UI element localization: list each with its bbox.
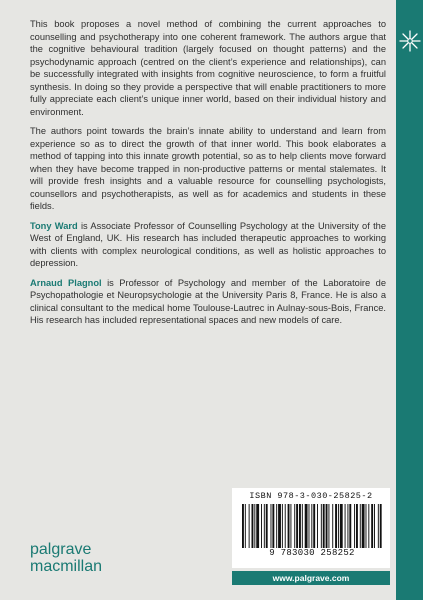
barcode-bar [321,504,322,548]
intro-paragraph: This book proposes a novel method of combining the current approaches to counselling and psychotherapy into one coherent framework. The authors argue that the cognitive behavioural tradition (largely focused on thought patterns) and the psychodynamic approach (centred on the client’s experience and relationships), can be successfully integrated with insights from cognitive neuroscience, to form a fruitful synthesis. In doing so they provide a perspective that will enable practitioners to more fully appreciate each client’s unique inner world, based on their individual history and environment. [30,19,386,117]
barcode-bar [338,504,339,548]
isbn-digits: 9 783030 258252 [269,548,355,558]
author-bio-text: is Associate Professor of Counselling Psychology at the University of the West of England, UK. His research has included therapeutic approaches to working with clients with complex neurological conditions, as well as holistic approaches to depression. [30,220,386,268]
barcode-bar [272,504,274,548]
barcode-bar [245,504,246,548]
barcode-bar [349,504,351,548]
barcode-bar [360,504,361,548]
barcode-bar [305,504,308,548]
spine [396,0,423,600]
barcode-bar [271,504,272,548]
barcode-bar [282,504,283,548]
author-bio-text: is Professor of Psychology and member of the Laboratoire de Psychopathologie et Neuropsychologie at the University Paris 8, France. He is also a clinical consultant to the medical home Toulouse-Lautrec in Aulnay-sous-Bois, France. His research has included representational spaces and new models of care. [30,277,386,325]
barcode-bar [374,504,375,548]
barcode-bar [356,504,358,548]
barcode-bar [347,504,348,548]
barcode-bar [256,504,259,548]
barcode-bar [288,504,290,548]
isbn-label: ISBN 978-3-030-25825-2 [249,491,373,501]
publisher-logo [30,541,102,575]
barcode-bar [276,504,277,548]
isbn-barcode-box [232,488,390,568]
barcode-bar [249,504,250,548]
barcode-bar [264,504,265,548]
author-name: Tony Ward [30,220,78,231]
barcode-bar [294,504,295,548]
barcode-bar [335,504,337,548]
barcode-bar [313,504,315,548]
barcode-bar [309,504,310,548]
barcode-bar [290,504,291,548]
barcode-bar [323,504,325,548]
barcode-bar [368,504,369,548]
barcode-bar [252,504,254,548]
barcode-bar [261,504,262,548]
publisher-name-line2: macmillan [30,558,103,575]
barcode-bar [296,504,298,548]
barcode-bar [371,504,373,548]
barcode-bar [317,504,318,548]
publisher-name-line1: palgrave [30,541,92,558]
barcode-bar [345,504,346,548]
barcode-bar [311,504,312,548]
second-paragraph: The authors point towards the brain’s innate ability to understand and learn from experience so as to direct the growth of that inner world. This book elaborates a method of tapping into this innate growth potential, so as to help clients move forward when they have become trapped in non-productive patterns or mental stalemates. It will provide fresh insights and a valuable resource for counselling psychologists, counsellors and psychotherapists, as well as for academics and students in these fields. [30,126,386,211]
barcode-bar [332,504,333,548]
barcode-bar [266,504,268,548]
barcode-bar [302,504,303,548]
author-bio [30,220,386,270]
author-bio [30,277,386,327]
publisher-website: www.palgrave.com [232,571,390,585]
barcode-bar [366,504,367,548]
barcode-bar [340,504,343,548]
barcode-bar [378,504,379,548]
barcode-bar [362,504,365,548]
barcode-bar [354,504,355,548]
barcode [242,504,382,548]
barcode-bar [299,504,301,548]
barcode-bar [254,504,255,548]
barcode-bar [285,504,286,548]
barcode-bar [328,504,329,548]
barcode-bar [380,504,382,548]
author-name: Arnaud Plagnol [30,277,102,288]
blurb [30,18,386,334]
palgrave-star-icon [396,24,423,58]
barcode-bar [326,504,328,548]
barcode-bar [278,504,281,548]
barcode-bar [242,504,244,548]
